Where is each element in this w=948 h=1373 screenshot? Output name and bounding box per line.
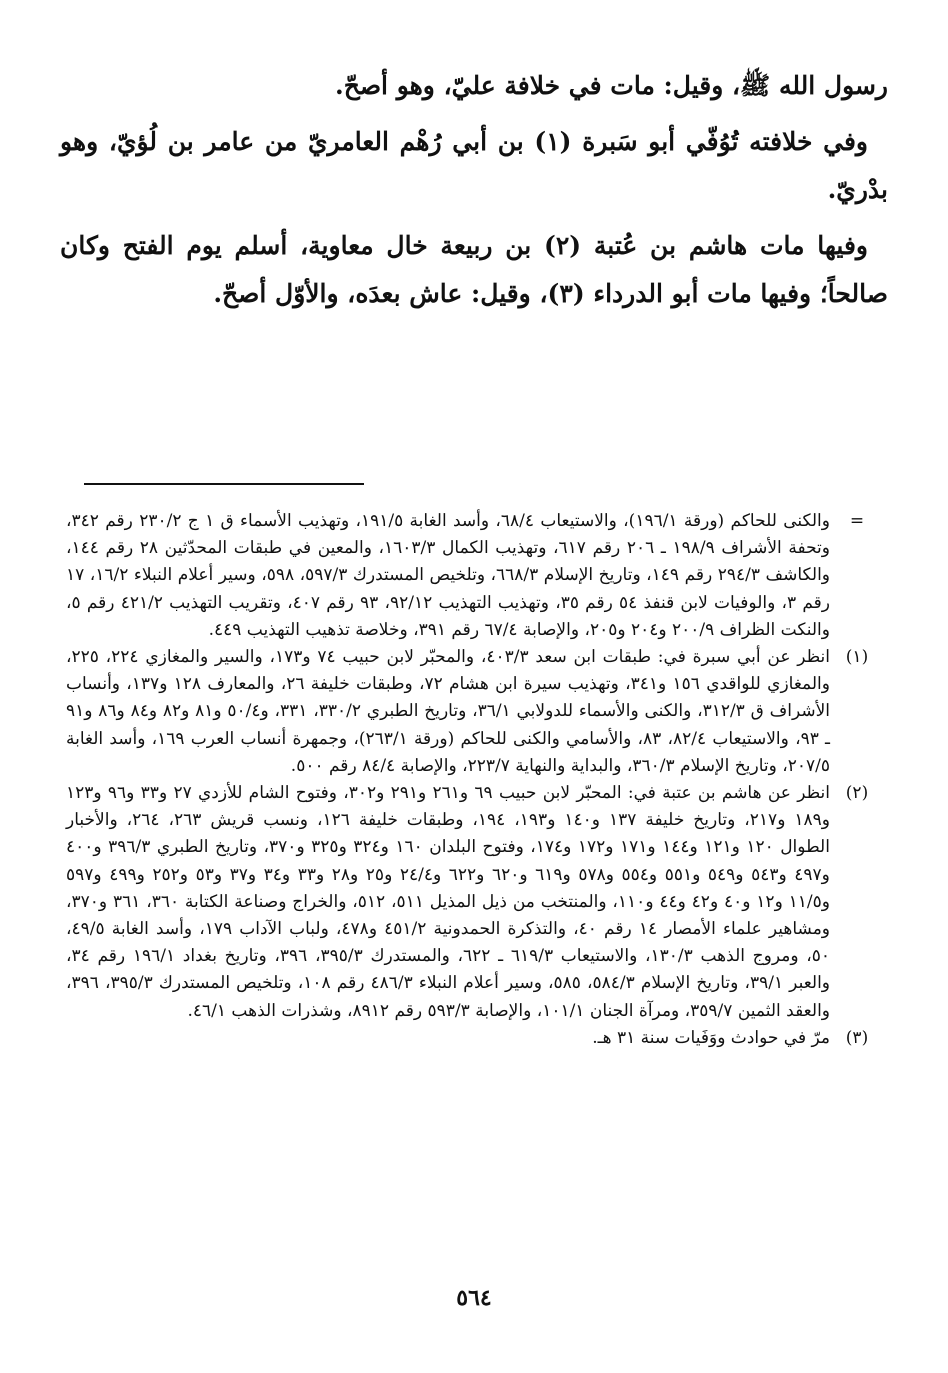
footnote-marker: = <box>849 511 865 531</box>
footnote <box>66 508 868 644</box>
footnote-text: والكنى للحاكم (ورقة ١٩٦/١)، والاستيعاب ٦٨/٤، وأسد الغابة ١٩١/٥، وتهذيب الأسماء ق ١ ج ٢٣٠/٢ رقم ٣٤٢، وتحفة الأشراف ١٩٨/٩ ـ ٢٠٦ رقم ٦١٧، وتهذيب الكمال ١٦٠٣/٣، والمعين في طبقات المحدّثين ٢٨ رقم ١٤٤، والكاشف ٢٩٤/٣ رقم ١٤٩، وتاريخ الإسلام ٦٦٨/٣، وتلخيص المستدرك ٥٩٧/٣، ٥٩٨، وسير أعلام النبلاء ١٦/٢، ١٧ رقم ٣، والوفيات لابن قنفذ ٥٤ رقم ٣٥، وتهذيب التهذيب ٩٢/١٢، ٩٣ رقم ٤٠٧، وتقريب التهذيب ٤٢١/٢ رقم ٥، والنكت الظراف ٢٠٠/٩ و٢٠٤ و٢٠٥، والإصابة ٦٧/٤ رقم ٣٩١، وخلاصة تذهيب التهذيب ٤٤٩. <box>66 511 831 640</box>
footnotes <box>66 508 868 1052</box>
main-paragraph: وفي خلافته تُوُفّي أبو سَبرة (١) بن أبي رُهْم العامريّ من عامر بن لُؤيّ، وهو بدْريّ. <box>60 127 888 204</box>
footnote <box>66 1025 868 1052</box>
footnote-marker: (٣) <box>845 1027 869 1048</box>
footnote <box>66 644 868 780</box>
footnote-text: مرّ في حوادث ووَفَيات سنة ٣١ هـ. <box>592 1027 830 1048</box>
main-paragraph: رسول الله ﷺ، وقيل: مات في خلافة عليّ، وهو أصحّ. <box>334 71 888 100</box>
page-number: ٥٦٤ <box>456 1285 492 1311</box>
footnote-marker: (٢) <box>845 783 869 804</box>
footnote-separator <box>84 483 364 485</box>
footnote-marker: (١) <box>845 647 869 668</box>
main-paragraph: وفيها مات هاشم بن عُتبة (٢) بن ربيعة خال معاوية، أسلم يوم الفتح وكان صالحاً؛ وفيها مات أبو الدرداء (٣)، وقيل: عاش بعدَه، والأوّل أصحّ. <box>60 231 888 308</box>
footnote <box>66 780 868 1025</box>
footnote-text: انظر عن هاشم بن عتبة في: المحبّر لابن حبيب ٦٩ و٢٦١ و٢٩١ و٣٠٢، وفتوح الشام للأزدي ٢٧ و٣٣ و٩٦ و١٢٣ و١٨٩ و٢١٧، وتاريخ خليفة ١٣٧ و١٤٠ و١٩٣، ١٩٤، وطبقات خليفة ١٢٦، ونسب قريش ٢٦٣، ٢٦٤، والأخبار الطوال ١٢٠ و١٢١ و١٤٤ و١٧١ و١٧٢ و١٧٤، وفتوح البلدان ١٦٠ و٣٢٤ و٣٢٥ و٣٧٠، وتاريخ الطبري ٣٩٦/٣ و٤٠٠ و٤٩٧ و٥٤٣ و٥٤٩ و٥٥١ و٥٥٤ و٥٧٨ و٦١٩ و٦٢٠ و٦٢٢ و٢٤/٤ و٢٥ و٢٨ و٣٣ و٣٤ و٣٧ و٥٣ و٢٥٢ و٤٩٩ و٥٩٧ و١١/٥ و١٢ و٤٠ و٤٢ و٤٤ و١١٠، والمنتخب من ذيل المذيل ٥١١، ٥١٢، والخراج وصناعة الكتابة ٣٦٠، ٣٦١ و٣٧٠، ومشاهير علماء الأمصار ١٤ رقم ٤٠، والتذكرة الحمدونية ٤٥١/٢ و٤٧٨، ولباب الآداب ١٧٩، وأسد الغابة ٤٩/٥، ٥٠، ومروج الذهب ١٣٠/٣، والاستيعاب ٦١٩/٣ ـ ٦٢٢، والمستدرك ٣٩٥/٣، ٣٩٦، وتاريخ بغداد ١٩٦/١ رقم ٣٤، والعبر ٣٩/١، وتاريخ الإسلام ٥٨٤/٣، ٥٨٥، وسير أعلام النبلاء ٤٨٦/٣ رقم ١٠٨، وتلخيص المستدرك ٣٩٥/٣، ٣٩٦، والعقد الثمين ٣٥٩/٧، ومرآة الجنان ١٠١/١، والإصابة ٥٩٣/٣ رقم ٨٩١٢، وشذرات الذهب ٤٦/١. <box>66 783 831 1021</box>
footnote-text: انظر عن أبي سبرة في: طبقات ابن سعد ٤٠٣/٣، والمحبّر لابن حبيب ٧٤ و١٧٣، والسير والمغازي ٢٢٤، ٢٢٥، والمغازي للواقدي ١٥٦ و٣٤١، وتهذيب سيرة ابن هشام ٧٢، وطبقات خليفة ٢٦، والمعارف ١٢٨ و١٣٧، وأنساب الأشراف ق ٣١٢/٣، والكنى والأسماء للدولابي ٣٦/١، وتاريخ الطبري ٣٣٠/٢، ٣٣١، و٥٠/٤ و٨١ و٨٢ و٨٤ و٨٦ و٩١ ـ ٩٣، والاستيعاب ٨٢/٤، ٨٣، والأسامي والكنى للحاكم (ورقة ٢٦٣/١)، وجمهرة أنساب العرب ١٦٩، وأسد الغابة ٢٠٧/٥، وتاريخ الإسلام ٣٦٠/٣، والبداية والنهاية ٢٢٣/٧، والإصابة ٨٤/٤ رقم ٥٠٠. <box>66 647 831 776</box>
main-text <box>60 62 888 326</box>
